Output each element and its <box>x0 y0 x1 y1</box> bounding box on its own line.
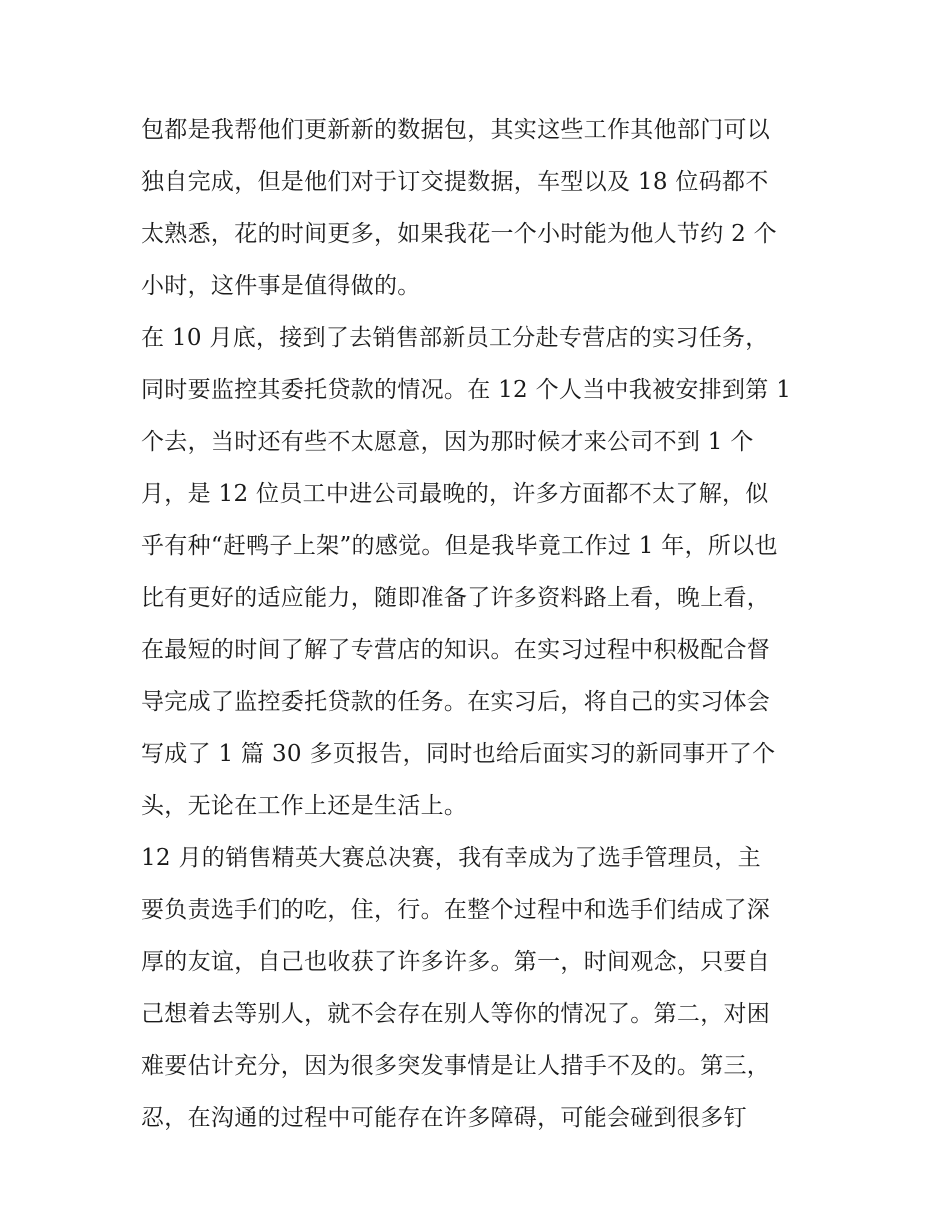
text-line: 乎有种“赶鸭子上架”的感觉。但是我毕竟工作过 1 年，所以也 <box>141 533 778 559</box>
text-line: 同时要监控其委托贷款的情况。在 12 个人当中我被安排到第 1 <box>141 377 792 403</box>
text-line: 个去，当时还有些不太愿意，因为那时候才来公司不到 1 个 <box>141 429 754 455</box>
text-line: 忍，在沟通的过程中可能存在许多障碍，可能会碰到很多钉 <box>141 1105 747 1131</box>
text-line: 头，无论在工作上还是生活上。 <box>141 793 468 819</box>
text-line: 比有更好的适应能力，随即准备了许多资料路上看，晚上看， <box>141 585 771 611</box>
text-line: 在 10 月底，接到了去销售部新员工分赴专营店的实习任务， <box>141 325 769 351</box>
text-line: 写成了 1 篇 30 多页报告，同时也给后面实习的新同事开了个 <box>141 741 776 767</box>
text-line: 难要估计充分，因为很多突发事情是让人措手不及的。第三， <box>141 1053 771 1079</box>
text-line: 在最短的时间了解了专营店的知识。在实习过程中积极配合督 <box>141 637 771 663</box>
text-line: 月，是 12 位员工中进公司最晚的，许多方面都不太了解，似 <box>141 481 769 507</box>
text-line: 太熟悉，花的时间更多，如果我花一个小时能为他人节约 2 个 <box>141 221 777 247</box>
text-line: 己想着去等别人，就不会存在别人等你的情况了。第二，对困 <box>141 1001 771 1027</box>
text-line: 小时，这件事是值得做的。 <box>141 273 421 299</box>
text-line: 独自完成，但是他们对于订交提数据，车型以及 18 位码都不 <box>141 169 769 195</box>
text-line: 包都是我帮他们更新新的数据包，其实这些工作其他部门可以 <box>141 117 771 143</box>
text-line: 要负责选手们的吃，住，行。在整个过程中和选手们结成了深 <box>141 897 771 923</box>
text-line: 12 月的销售精英大赛总决赛，我有幸成为了选手管理员，主 <box>141 845 761 871</box>
text-line: 厚的友谊，自己也收获了许多许多。第一，时间观念，只要自 <box>141 949 771 975</box>
text-line: 导完成了监控委托贷款的任务。在实习后，将自己的实习体会 <box>141 689 771 715</box>
